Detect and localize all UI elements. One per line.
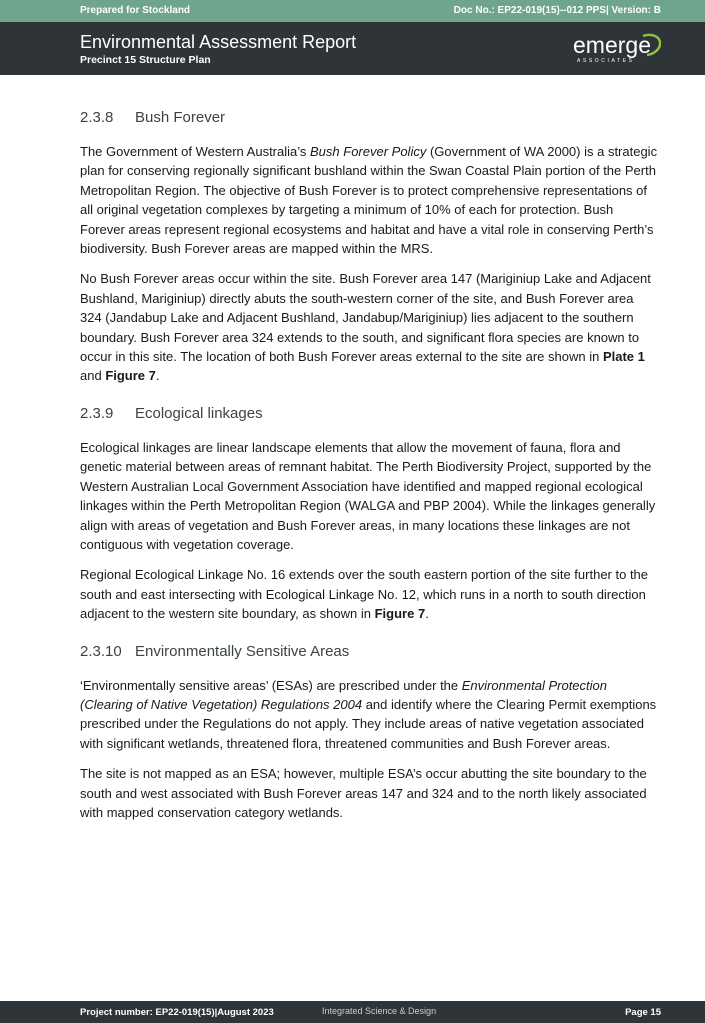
text-run: and identify where the Clearing Permit exemptions prescribed under the Regulations do not apply. They include areas of native vegetation associated with significant wetlands, threatened flora, threatened communities and Bush Forever areas. (80, 696, 657, 751)
body-paragraph (80, 764, 658, 822)
prepared-for: Prepared for Stockland (80, 5, 191, 16)
doc-info: Doc No.: EP22-019(15)--012 PPS| Version: B (453, 5, 661, 16)
section-title: Bush Forever (135, 109, 226, 126)
body-paragraph (80, 565, 658, 623)
report-subtitle: Precinct 15 Structure Plan (80, 54, 211, 66)
text-run: No Bush Forever areas occur within the site. Bush Forever area 147 (Mariginiup Lake and Adjacent Bushland, Mariginiup) directly abuts the south-western corner of the site, and Bush Forever area 324 (Jandabup Lake and Adjacent Bushland, Jandabup/Mariginiup) lies adjacent to the southern boundary. Bush Forever area 324 extends to the south, and significant flora species are known to occur in this site. The location of both Bush Forever areas external to the site are shown in (80, 271, 651, 365)
page-footer (0, 1001, 705, 1023)
section-title: Ecological linkages (135, 404, 263, 422)
logo-subtext: ASSOCIATES (577, 58, 635, 64)
section-heading (80, 108, 658, 128)
project-number: Project number: EP22-019(15)|August 2023 (80, 1007, 274, 1018)
emerge-logo (573, 32, 661, 64)
section-heading (80, 642, 658, 662)
section-heading (80, 404, 658, 424)
text-run: and (80, 368, 106, 384)
footer-tagline: Integrated Science & Design (322, 1006, 437, 1016)
text-run: . (425, 606, 429, 622)
main-content (80, 108, 658, 833)
section-number: 2.3.8 (80, 109, 114, 126)
bold-reference: Figure 7 (374, 606, 426, 622)
text-run: Ecological linkages are linear landscape elements that allow the movement of fauna, flora and genetic material between areas of remnant habitat. The Perth Biodiversity Project, supported by the Western Australian Local Government Association have identified and mapped regional ecological linkages within the Perth Metropolitan Region (WALGA and PBP 2004). While the linkages generally align with areas of vegetation and Bush Forever areas, in many locations these linkages are not contiguous with vegetation coverage. (80, 439, 656, 552)
italic-title: Environmental Protection (Clearing of Native Vegetation) Regulations 2004 (80, 677, 607, 712)
body-paragraph (80, 269, 658, 385)
text-run: (Government of WA 2000) is a strategic plan for conserving regionally significant bushland within the Swan Coastal Plain portion of the Perth Metropolitan Region. The objective of Bush Forever is to protect comprehensive representations of all original vegetation complexes by targeting a minimum of 10% of each for protection. Bush Forever areas represent regional ecosystems and habitat and have a vital role in conserving Perth’s biodiversity. Bush Forever areas are mapped within the MRS. (80, 144, 658, 257)
section-number: 2.3.10 (80, 642, 122, 660)
report-title: Environmental Assessment Report (80, 32, 357, 52)
page-number: Page 15 (625, 1007, 661, 1018)
text-run: The site is not mapped as an ESA; however, multiple ESA’s occur abutting the site boundary to the south and west associated with Bush Forever areas 147 and 324 and to the north likely associated with mapped conservation category wetlands. (80, 766, 647, 820)
top-bar (0, 0, 705, 22)
text-run: The Government of Western Australia’s (80, 144, 311, 159)
section-title: Environmentally Sensitive Areas (135, 642, 350, 660)
text-run: Regional Ecological Linkage No. 16 extends over the south eastern portion of the site further to the south and east intersecting with Ecological Linkage No. 12, which runs in a north to south direction adjacent to the western site boundary, as shown in (80, 567, 649, 622)
body-paragraph (80, 142, 658, 258)
section-number: 2.3.9 (80, 404, 114, 422)
text-run: ‘Environmentally sensitive areas’ (ESAs) are prescribed under the (80, 677, 462, 693)
bold-reference: Plate 1 (602, 349, 645, 365)
body-paragraph (80, 438, 658, 554)
text-run: . (155, 368, 160, 384)
italic-title: Bush Forever Policy (310, 144, 427, 159)
body-paragraph (80, 676, 658, 754)
report-header (0, 22, 705, 75)
bold-reference: Figure 7 (105, 368, 156, 384)
logo-wordmark: emerge (573, 32, 651, 58)
